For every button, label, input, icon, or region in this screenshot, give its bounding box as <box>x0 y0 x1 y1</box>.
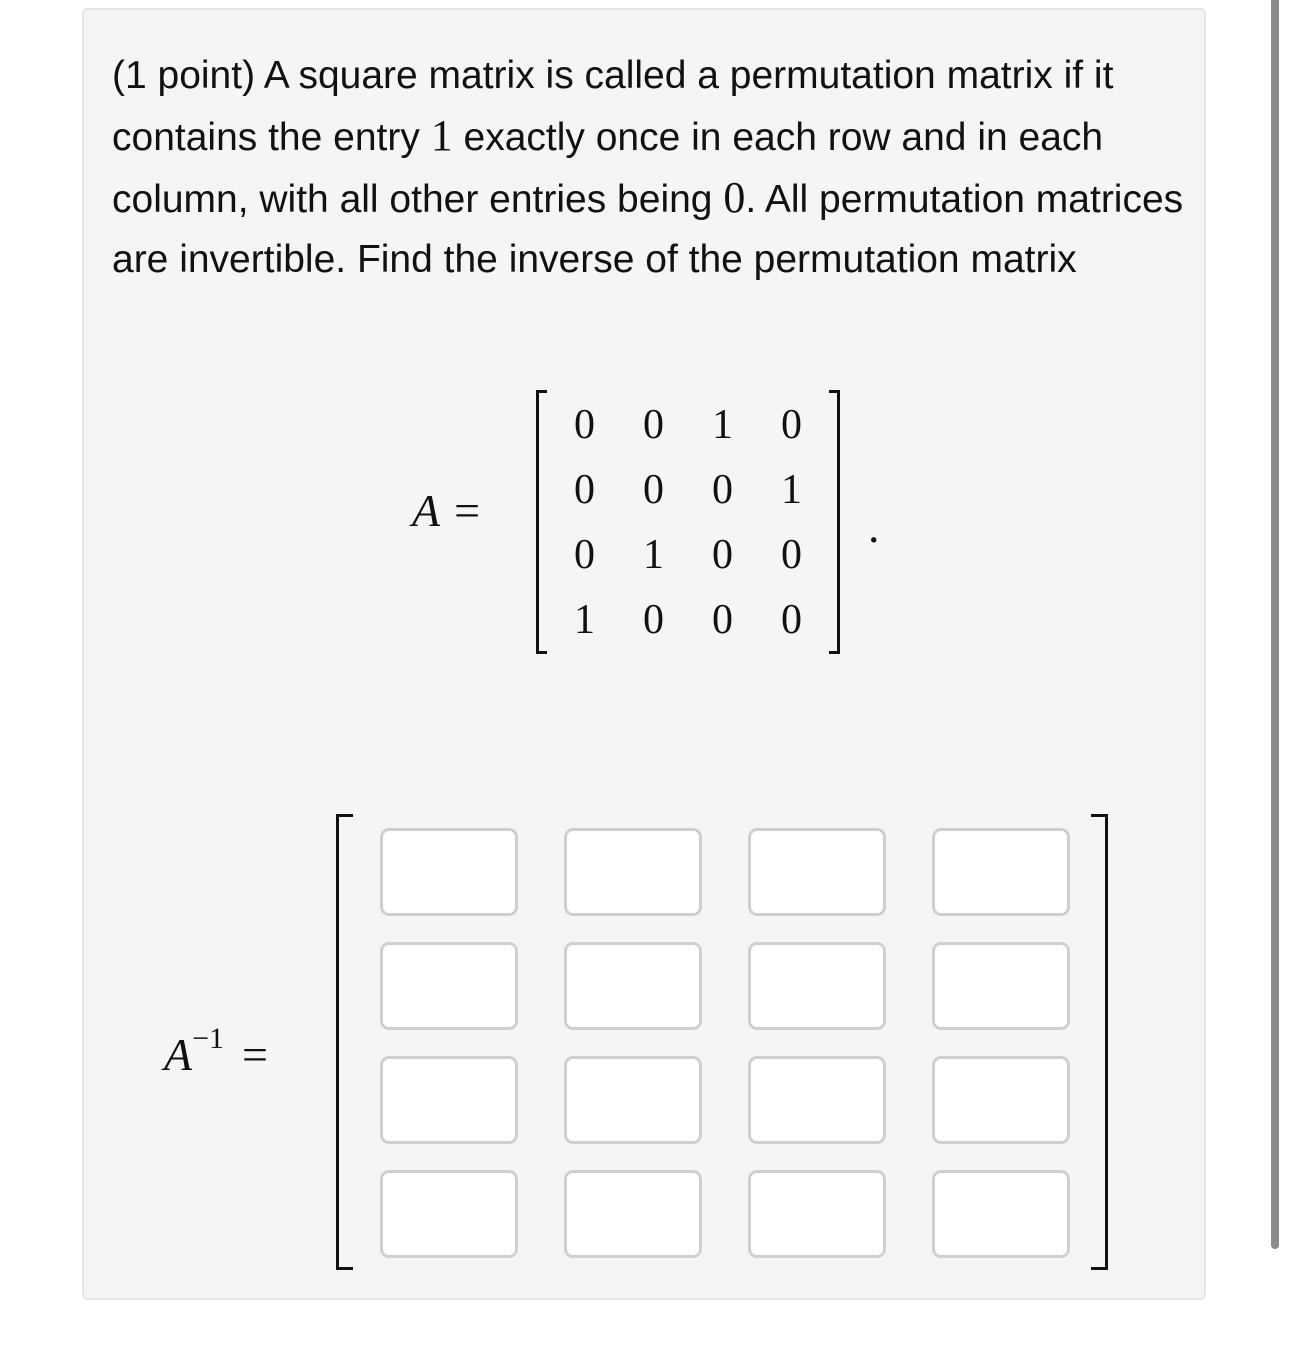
matrix-entry: 0 <box>781 596 802 643</box>
answer-input-r1c3[interactable] <box>748 828 886 916</box>
answer-matrix <box>336 814 1108 1270</box>
answer-input-r1c1[interactable] <box>380 828 518 916</box>
answer-input-r4c2[interactable] <box>564 1170 702 1258</box>
answer-symbol: A <box>164 1029 193 1080</box>
answer-input-r2c1[interactable] <box>380 942 518 1030</box>
statement-part-3: . All permutation matrices are invertible. Find the inverse of the permutation matrix <box>112 178 1184 281</box>
answer-input-r4c1[interactable] <box>380 1170 518 1258</box>
statement-part-2: exactly once in each row and in each column, with all other entries being <box>112 116 1104 221</box>
answer-input-r4c4[interactable] <box>932 1170 1070 1258</box>
matrix-entry: 0 <box>643 466 664 513</box>
matrix-entry: 0 <box>643 596 664 643</box>
matrix-entry: 0 <box>712 531 733 578</box>
right-bracket <box>1091 814 1108 1270</box>
problem-statement <box>112 46 1192 290</box>
matrix-entry: 0 <box>574 401 595 448</box>
answer-input-r3c1[interactable] <box>380 1056 518 1144</box>
matrix-entry: 0 <box>712 596 733 643</box>
left-bracket <box>536 390 547 654</box>
matrix-entry: 1 <box>574 596 595 643</box>
answer-input-r2c3[interactable] <box>748 942 886 1030</box>
matrix-entry: 1 <box>781 466 802 513</box>
answer-input-r3c2[interactable] <box>564 1056 702 1144</box>
matrix-entry: 0 <box>712 466 733 513</box>
given-matrix-grid <box>550 392 826 652</box>
answer-equals: = <box>242 1029 268 1080</box>
matrix-entry: 1 <box>643 531 664 578</box>
matrix-entry: 0 <box>781 531 802 578</box>
answer-label <box>164 1022 268 1081</box>
answer-input-r4c3[interactable] <box>748 1170 886 1258</box>
answer-input-r1c2[interactable] <box>564 828 702 916</box>
given-equals: = <box>454 485 481 536</box>
matrix-period: . <box>868 501 880 552</box>
answer-inputs-grid <box>380 828 1070 1258</box>
matrix-entry: 1 <box>712 401 733 448</box>
matrix-entry: 0 <box>574 466 595 513</box>
given-symbol: A <box>412 485 441 536</box>
page-scrollbar[interactable] <box>1271 0 1279 1249</box>
answer-input-r2c4[interactable] <box>932 942 1070 1030</box>
inverse-superscript: −1 <box>192 1022 225 1055</box>
answer-input-r3c4[interactable] <box>932 1056 1070 1144</box>
answer-input-r1c4[interactable] <box>932 828 1070 916</box>
entry-one-math: 1 <box>430 111 453 160</box>
left-bracket <box>336 814 353 1270</box>
matrix-entry: 0 <box>781 401 802 448</box>
problem-card <box>82 8 1206 1300</box>
given-matrix-label <box>412 484 480 537</box>
matrix-entry: 0 <box>574 531 595 578</box>
answer-input-r2c2[interactable] <box>564 942 702 1030</box>
entry-zero-math: 0 <box>723 173 746 222</box>
points-label: (1 point) <box>112 54 256 97</box>
matrix-entry: 0 <box>643 401 664 448</box>
statement-part-1: A square matrix is called a permutation matrix if it contains the entry <box>112 54 1114 159</box>
right-bracket <box>829 390 840 654</box>
answer-input-r3c3[interactable] <box>748 1056 886 1144</box>
given-matrix <box>536 390 840 654</box>
